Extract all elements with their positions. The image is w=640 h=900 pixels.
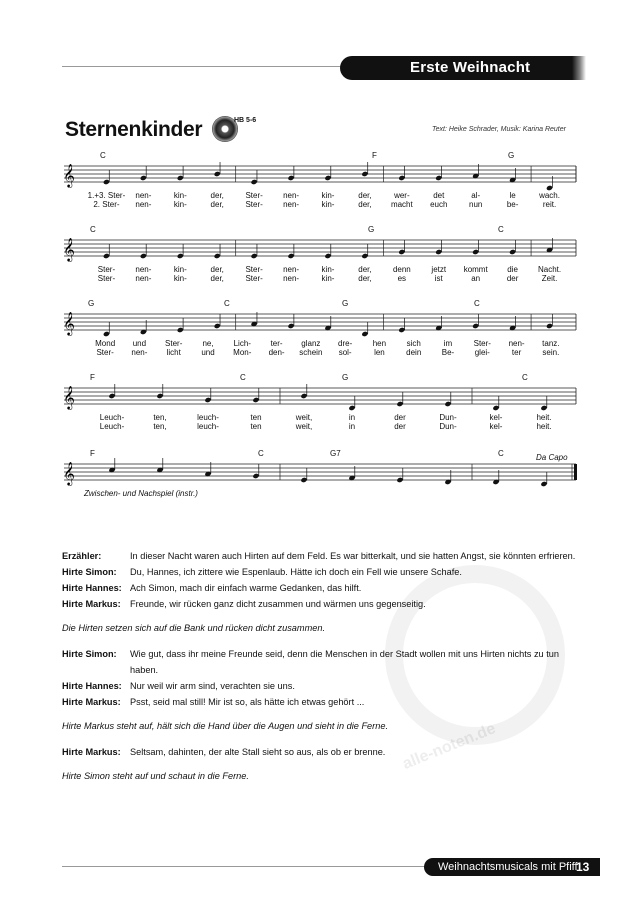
lyric-syllable: ten, xyxy=(153,422,167,431)
lyric-syllable: kel- xyxy=(489,422,503,431)
lyric-syllable: glanz xyxy=(301,339,321,348)
staff-system-5 xyxy=(60,446,580,506)
lyric-syllable: der xyxy=(394,413,406,422)
lyric-syllable: ten, xyxy=(153,413,167,422)
lyric-syllable: ist xyxy=(434,274,443,283)
lyric-syllable: Ster- xyxy=(97,274,116,283)
lyric-syllable: hen xyxy=(372,339,387,348)
lyric-syllable: nen- xyxy=(508,339,525,348)
cd-track-label: HB 5-6 xyxy=(234,117,257,124)
dialogue-line xyxy=(62,744,582,760)
lyric-syllable: glei- xyxy=(474,348,490,357)
lyric-syllable: nen- xyxy=(135,265,152,274)
lyric-syllable: kin- xyxy=(173,200,187,209)
lyric-syllable: schein xyxy=(299,348,323,357)
lyric-syllable: leuch- xyxy=(197,422,219,431)
dialogue-line xyxy=(62,564,582,580)
lyric-syllable: heit. xyxy=(536,413,552,422)
stage-direction: Hirte Markus steht auf, hält sich die Hand über die Augen und sieht in die Ferne. xyxy=(62,721,388,731)
staff-system-2 xyxy=(60,222,580,292)
lyric-syllable: Dun- xyxy=(439,413,457,422)
lyric-syllable: und xyxy=(201,348,215,357)
lyric-syllable: der, xyxy=(210,200,224,209)
chord-symbol: C xyxy=(100,151,106,160)
dialogue-text: Du, Hannes, ich zittere wie Espenlaub. Hätte ich doch ein Fell wie unsere Schafe. xyxy=(130,567,462,577)
lyric-syllable: macht xyxy=(390,200,413,209)
lyric-syllable: nen- xyxy=(135,274,152,283)
speaker-name: Hirte Hannes: xyxy=(62,681,122,691)
lyric-syllable: nen- xyxy=(283,200,300,209)
lyric-syllable: Mond xyxy=(95,339,116,348)
chord-symbol: G xyxy=(342,373,349,382)
chord-symbol: G xyxy=(88,299,95,308)
lyric-syllable: dre- xyxy=(338,339,353,348)
dialogue-line xyxy=(62,580,582,596)
staff-system-3 xyxy=(60,296,580,366)
lyric-syllable: sein. xyxy=(542,348,560,357)
treble-clef-icon: 𝄞 xyxy=(63,461,75,485)
lyric-syllable: den- xyxy=(268,348,285,357)
chord-symbol: G7 xyxy=(330,449,341,458)
chord-symbol: C xyxy=(224,299,230,308)
lyric-syllable: nen- xyxy=(131,348,148,357)
lyric-syllable: weit, xyxy=(295,422,313,431)
page-number: 13 xyxy=(576,860,590,874)
lyric-syllable: Ster- xyxy=(97,265,116,274)
dialogue-line xyxy=(62,694,582,710)
dialogue-text: Psst, seid mal still! Mir ist so, als hätte ich etwas gehört ... xyxy=(130,697,365,707)
lyric-syllable: in xyxy=(348,413,356,422)
lyric-syllable: licht xyxy=(166,348,181,357)
lyric-syllable: Ster- xyxy=(245,200,263,209)
lyric-syllable: dein xyxy=(406,348,422,357)
song-title: Sternenkinder xyxy=(65,118,203,141)
lyric-syllable: euch xyxy=(430,200,448,209)
lyric-syllable: be- xyxy=(506,200,519,209)
lyric-syllable: sich xyxy=(406,339,421,348)
lyric-syllable: der, xyxy=(210,191,224,200)
lyric-syllable: Ster- xyxy=(245,274,263,283)
lyric-syllable: nen- xyxy=(283,191,300,200)
lyric-syllable: der xyxy=(506,274,519,283)
footer-book-title: Weihnachtsmusicals mit Pfiff xyxy=(424,858,600,876)
lyric-syllable: len xyxy=(374,348,385,357)
chord-symbol: G xyxy=(342,299,349,308)
chord-symbol: C xyxy=(522,373,528,382)
lyric-syllable: kin- xyxy=(173,274,187,283)
treble-clef-icon: 𝄞 xyxy=(63,311,75,335)
chord-symbol: F xyxy=(372,151,377,160)
lyric-syllable: denn xyxy=(392,265,411,274)
lyric-syllable: ten xyxy=(250,413,262,422)
lyric-syllable: Dun- xyxy=(439,422,457,431)
chord-symbol: F xyxy=(90,373,95,382)
dialogue-line xyxy=(62,596,582,612)
lyric-syllable: und xyxy=(132,339,147,348)
final-barline xyxy=(574,464,577,480)
lyric-syllable: kin- xyxy=(321,274,335,283)
lyric-syllable: der, xyxy=(358,265,372,274)
lyric-syllable: es xyxy=(397,274,407,283)
treble-clef-icon: 𝄞 xyxy=(63,385,75,409)
chord-symbol: G xyxy=(368,225,375,234)
lyric-syllable: 1.+3. Ster- xyxy=(87,191,126,200)
lyric-syllable: nen- xyxy=(283,265,300,274)
lyric-syllable: der, xyxy=(358,274,372,283)
staff-system-4 xyxy=(60,370,580,440)
lyric-syllable: kin- xyxy=(321,191,335,200)
lyric-syllable: der, xyxy=(358,191,372,200)
lyric-syllable: der, xyxy=(358,200,372,209)
treble-clef-icon: 𝄞 xyxy=(63,163,75,187)
chord-symbol: C xyxy=(258,449,264,458)
header-rule xyxy=(62,66,362,67)
dialogue-text: Ach Simon, mach dir einfach warme Gedanken, das hilft. xyxy=(130,583,362,593)
lyric-syllable: nun xyxy=(469,200,483,209)
lyric-syllable: kin- xyxy=(321,265,335,274)
dialogue-line xyxy=(62,678,582,694)
lyric-syllable: der, xyxy=(210,274,224,283)
treble-clef-icon: 𝄞 xyxy=(63,237,75,261)
section-title: Erste Weihnacht xyxy=(410,59,531,76)
watermark-text: alle-noten.de xyxy=(400,720,499,773)
lyric-syllable: kommt xyxy=(463,265,488,274)
lyric-syllable: al- xyxy=(471,191,481,200)
da-capo-marking: Da Capo xyxy=(536,453,568,462)
lyric-syllable: Ster- xyxy=(245,265,263,274)
lyric-syllable: ne, xyxy=(202,339,214,348)
lyric-syllable: kin- xyxy=(173,191,187,200)
lyric-syllable: leuch- xyxy=(197,413,219,422)
lyric-syllable: in xyxy=(348,422,356,431)
lyric-syllable: wach. xyxy=(539,191,560,200)
lyric-syllable: ten xyxy=(250,422,262,431)
lyric-syllable: ter- xyxy=(270,339,283,348)
lyric-syllable: sol- xyxy=(338,348,352,357)
lyric-syllable: im xyxy=(443,339,453,348)
staff-system-1 xyxy=(60,148,580,218)
lyric-syllable: Be- xyxy=(441,348,455,357)
lyric-syllable: kin- xyxy=(321,200,335,209)
speaker-name: Hirte Hannes: xyxy=(62,583,122,593)
lyric-syllable: 2. Ster- xyxy=(93,200,120,209)
lyric-syllable: reit. xyxy=(542,200,557,209)
lyric-syllable: Ster- xyxy=(165,339,183,348)
chord-symbol: C xyxy=(498,449,504,458)
lyric-syllable: kel- xyxy=(489,413,503,422)
instrumental-note: Zwischen- und Nachspiel (instr.) xyxy=(84,489,198,498)
lyric-syllable: ter xyxy=(511,348,522,357)
lyric-syllable: nen- xyxy=(135,200,152,209)
chord-symbol: C xyxy=(474,299,480,308)
song-credits: Text: Heike Schrader, Musik: Karina Reuter xyxy=(432,126,566,133)
lyric-syllable: Ster- xyxy=(96,348,114,357)
lyric-syllable: die xyxy=(507,265,518,274)
lyric-syllable: jetzt xyxy=(431,265,447,274)
chord-symbol: C xyxy=(498,225,504,234)
lyric-syllable: der xyxy=(394,422,406,431)
chord-symbol: C xyxy=(90,225,96,234)
lyric-syllable: Leuch- xyxy=(99,422,125,431)
dialogue-text: Wie gut, dass ihr meine Freunde seid, denn die Menschen in der Stadt wollen mit uns Hirten nichts zu tun haben. xyxy=(130,649,559,675)
footer-rule xyxy=(62,866,434,867)
speaker-name: Hirte Markus: xyxy=(62,747,121,757)
lyric-syllable: Lich- xyxy=(233,339,251,348)
lyric-syllable: tanz. xyxy=(542,339,560,348)
lyric-syllable: Zeit. xyxy=(541,274,558,283)
lyric-syllable: Nacht. xyxy=(537,265,562,274)
dialogue-line xyxy=(62,548,582,564)
lyric-syllable: nen- xyxy=(135,191,152,200)
speaker-name: Hirte Simon: xyxy=(62,649,117,659)
chord-symbol: C xyxy=(240,373,246,382)
lyric-syllable: Leuch- xyxy=(99,413,125,422)
dialogue-line xyxy=(62,646,582,678)
lyric-syllable: Ster- xyxy=(245,191,263,200)
chord-symbol: G xyxy=(508,151,515,160)
section-title-banner xyxy=(340,56,580,80)
lyric-syllable: nen- xyxy=(283,274,300,283)
dialogue-text: Freunde, wir rücken ganz dicht zusammen und wärmen uns gegenseitig. xyxy=(130,599,426,609)
dialogue-text: In dieser Nacht waren auch Hirten auf dem Feld. Es war bitterkalt, und sie hatten Angst, sie könnten erfrieren. xyxy=(130,551,576,561)
play-script xyxy=(62,548,582,794)
lyric-syllable: le xyxy=(509,191,516,200)
speaker-name: Erzähler: xyxy=(62,551,102,561)
lyric-syllable: det xyxy=(433,191,445,200)
speaker-name: Hirte Markus: xyxy=(62,697,121,707)
speaker-name: Hirte Simon: xyxy=(62,567,117,577)
dialogue-text: Nur weil wir arm sind, verachten sie uns. xyxy=(130,681,295,691)
lyric-syllable: kin- xyxy=(173,265,187,274)
stage-direction: Hirte Simon steht auf und schaut in die Ferne. xyxy=(62,771,249,781)
lyric-syllable: Ster- xyxy=(473,339,491,348)
lyric-syllable: weit, xyxy=(295,413,313,422)
lyric-syllable: heit. xyxy=(536,422,552,431)
chord-symbol: F xyxy=(90,449,95,458)
stage-direction: Die Hirten setzen sich auf die Bank und rücken dicht zusammen. xyxy=(62,623,325,633)
lyric-syllable: Mon- xyxy=(233,348,252,357)
lyric-syllable: an xyxy=(471,274,481,283)
dialogue-text: Seltsam, dahinten, der alte Stall sieht so aus, als ob er brenne. xyxy=(130,747,386,757)
lyric-syllable: der, xyxy=(210,265,224,274)
lyric-syllable: wer- xyxy=(394,191,410,200)
speaker-name: Hirte Markus: xyxy=(62,599,121,609)
